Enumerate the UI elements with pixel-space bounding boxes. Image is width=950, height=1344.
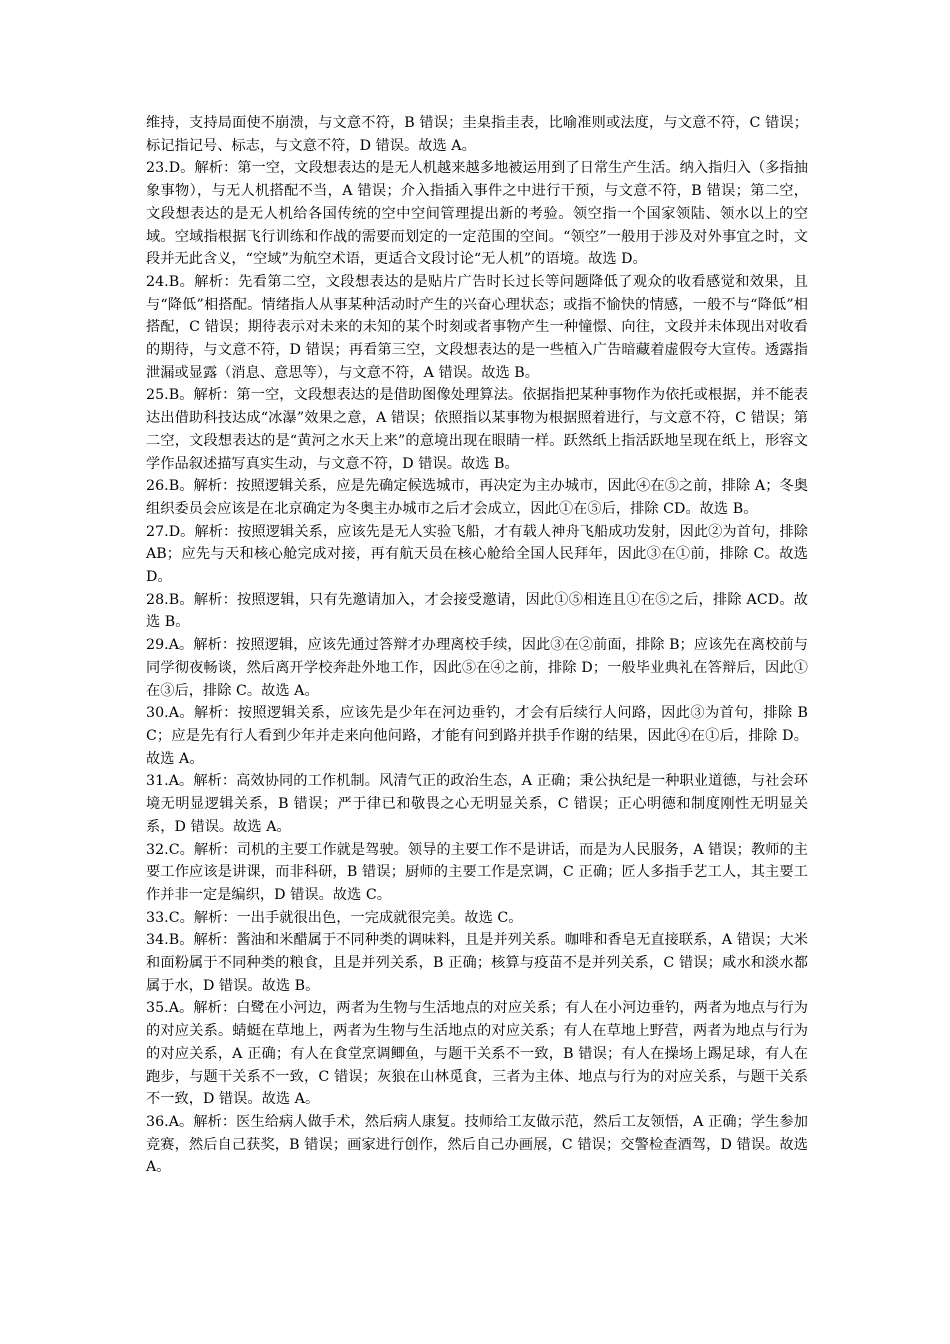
explanation-paragraph-25: 25.B。解析：第一空，文段想表达的是借助图像处理算法。依据指把某种事物作为依托或根据，并不能表达出借助科技达成“冰瀑”效果之意，A 错误；依照指以某事物为根据照着进行，与文意不符，C 错误；第二空，文段想表达的是“黄河之水天上来”的意境出现在眼睛一样。跃然纸上指活跃地呈现在纸上，形容文学作品叙述描写真实生动，与文意不符，D 错误。故选 B。 xyxy=(146,387,808,472)
explanation-paragraph-22-continued: 维持，支持局面使不崩溃，与文意不符，B 错误；圭臬指圭表，比喻准则或法度，与文意不符，C 错误；标记指记号、标志，与文意不符，D 错误。故选 A。 xyxy=(146,115,808,154)
explanation-paragraph-31: 31.A。解析：高效协同的工作机制。风清气正的政治生态，A 正确；秉公执纪是一种职业道德，与社会环境无明显逻辑关系，B 错误；严于律已和敬畏之心无明显关系，C 错误；正心明德和制度刚性无明显关系，D 错误。故选 A。 xyxy=(146,773,808,835)
explanation-paragraph-28: 28.B。解析：按照逻辑，只有先邀请加入，才会接受邀请，因此①⑤相连且①在⑤之后，排除 ACD。故选 B。 xyxy=(146,591,808,631)
answer-explanations-page xyxy=(146,112,808,1179)
explanation-paragraph-32: 32.C。解析：司机的主要工作就是驾驶。领导的主要工作不是讲话，而是为人民服务，A 错误；教师的主要工作应该是讲课，而非科研，B 错误；厨师的主要工作是烹调，C 正确；匠人多指手艺工人，其主要工作并非一定是编织，D 错误。故选 C。 xyxy=(146,841,808,903)
explanation-paragraph-30: 30.A。解析：按照逻辑关系，应该先是少年在河边垂钓，才会有后续行人问路，因此③为首句，排除 BC；应是先有行人看到少年并走来向他问路，才能有问到路并拱手作谢的结果，因此④在①后，排除 D。故选 A。 xyxy=(146,705,808,767)
explanation-paragraph-24: 24.B。解析：先看第二空，文段想表达的是贴片广告时长过长等问题降低了观众的收看感觉和效果，且与“降低”相搭配。情绪指人从事某种活动时产生的兴奋心理状态；或指不愉快的情感，一般不与“降低”相搭配，C 错误；期待表示对未来的未知的某个时刻或者事物产生一种憧憬、向往，文段并未体现出对收看的期待，与文意不符，D 错误；再看第三空，文段想表达的是一些植入广告暗藏着虚假夸大宣传。透露指泄漏或显露（消息、意思等），与文意不符，A 错误。故选 B。 xyxy=(146,273,808,381)
explanation-paragraph-33: 33.C。解析：一出手就很出色，一完成就很完美。故选 C。 xyxy=(146,909,523,926)
explanation-paragraph-34: 34.B。解析：酱油和米醋属于不同种类的调味料，且是并列关系。咖啡和香皂无直接联系，A 错误；大米和面粉属于不同种类的粮食，且是并列关系，B 正确；核算与疫苗不是并列关系，C 错误；咸水和淡水都属于水，D 错误。故选 B。 xyxy=(146,932,808,994)
explanation-paragraph-26: 26.B。解析：按照逻辑关系，应是先确定候选城市，再决定为主办城市，因此④在⑤之前，排除 A；冬奥组织委员会应该是在北京确定为冬奥主办城市之后才会成立，因此①在⑤后，排除 CD。故选 B。 xyxy=(146,478,808,517)
explanation-paragraph-23: 23.D。解析：第一空，文段想表达的是无人机越来越多地被运用到了日常生产生活。纳入指归入（多指抽象事物），与无人机搭配不当，A 错误；介入指插入事件之中进行干预，与文意不符，B 错误；第二空，文段想表达的是无人机给各国传统的空中空间管理提出新的考验。领空指一个国家领陆、领水以上的空域。空域指根据飞行训练和作战的需要而划定的一定范围的空间。“领空”一般用于涉及对外事宜之时，文段并无此含义，“空域”为航空术语，更适合文段讨论“无人机”的语境。故选 D。 xyxy=(146,160,808,268)
explanation-paragraph-35: 35.A。解析：白鹭在小河边，两者为生物与生活地点的对应关系；有人在小河边垂钓，两者为地点与行为的对应关系。蜻蜓在草地上，两者为生物与生活地点的对应关系；有人在草地上野营，两者为地点与行为的对应关系，A 正确；有人在食堂烹调鲫鱼，与题干关系不一致，B 错误；有人在操场上踢足球，有人在跑步，与题干关系不一致，C 错误；灰狼在山林觅食，三者为主体、地点与行为的对应关系，与题干关系不一致，D 错误。故选 A。 xyxy=(146,1000,808,1108)
explanation-paragraph-29: 29.A。解析：按照逻辑，应该先通过答辩才办理离校手续，因此③在②前面，排除 B；应该先在离校前与同学彻夜畅谈，然后离开学校奔赴外地工作，因此⑤在④之前，排除 D；一般毕业典礼在答辩后，因此①在③后，排除 C。故选 A。 xyxy=(146,637,808,699)
explanation-paragraph-27: 27.D。解析：按照逻辑关系，应该先是无人实验飞船，才有载人神舟飞船成功发射，因此②为首句，排除 AB；应先与天和核心舱完成对接，再有航天员在核心舱给全国人民拜年，因此③在①前，排除 C。故选 D。 xyxy=(146,523,808,586)
explanation-paragraph-36: 36.A。解析：医生给病人做手术，然后病人康复。技师给工友做示范，然后工友领悟，A 正确；学生参加竞赛，然后自己获奖，B 错误；画家进行创作，然后自己办画展，C 错误；交警检查酒驾，D 错误。故选 A。 xyxy=(146,1113,808,1176)
